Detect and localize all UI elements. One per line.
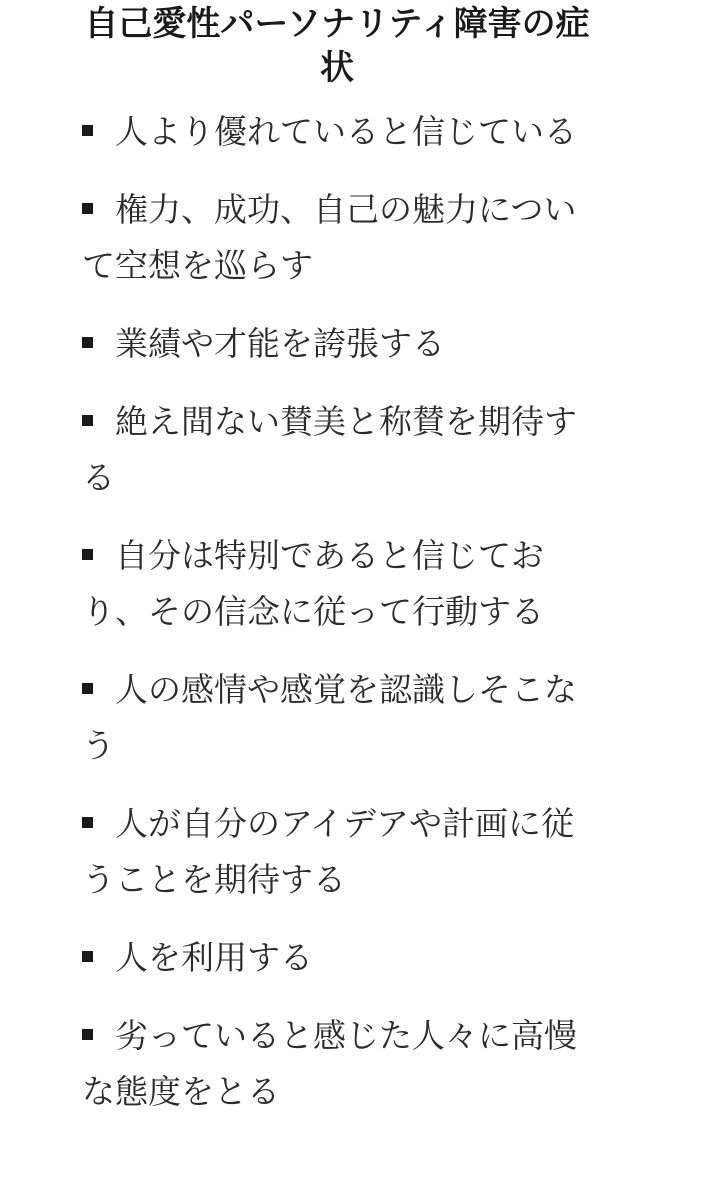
square-bullet-icon xyxy=(82,683,93,694)
square-bullet-icon xyxy=(82,1029,93,1040)
list-item xyxy=(82,316,592,372)
list-item-text: 劣っていると感じた人々に高慢な態度をとる xyxy=(82,1016,577,1111)
article-content xyxy=(82,0,592,1142)
list-item-text: 絶え間ない賛美と称賛を期待する xyxy=(82,402,577,497)
square-bullet-icon xyxy=(82,549,93,560)
square-bullet-icon xyxy=(82,817,93,828)
list-item xyxy=(82,394,592,506)
list-item xyxy=(82,1008,592,1120)
square-bullet-icon xyxy=(82,125,93,136)
page-title: 自己愛性パーソナリティ障害の症状 xyxy=(84,4,590,88)
list-item xyxy=(82,182,592,294)
symptom-list xyxy=(82,104,592,1120)
list-item-text: 人の感情や感覚を認識しそこなう xyxy=(82,670,577,765)
list-item-text: 人が自分のアイデアや計画に従うことを期待する xyxy=(82,804,575,899)
square-bullet-icon xyxy=(82,415,93,426)
list-item-text: 権力、成功、自己の魅力について空想を巡らす xyxy=(82,190,577,285)
list-item xyxy=(82,662,592,774)
square-bullet-icon xyxy=(82,203,93,214)
list-item-text: 人より優れていると信じている xyxy=(115,112,577,151)
list-item-text: 業績や才能を誇張する xyxy=(115,324,445,363)
list-item-text: 人を利用する xyxy=(115,938,313,977)
list-item xyxy=(82,104,592,160)
list-item xyxy=(82,796,592,908)
square-bullet-icon xyxy=(82,337,93,348)
list-item xyxy=(82,930,592,986)
square-bullet-icon xyxy=(82,951,93,962)
list-item xyxy=(82,528,592,640)
list-item-text: 自分は特別であると信じており、その信念に従って行動する xyxy=(82,536,544,631)
